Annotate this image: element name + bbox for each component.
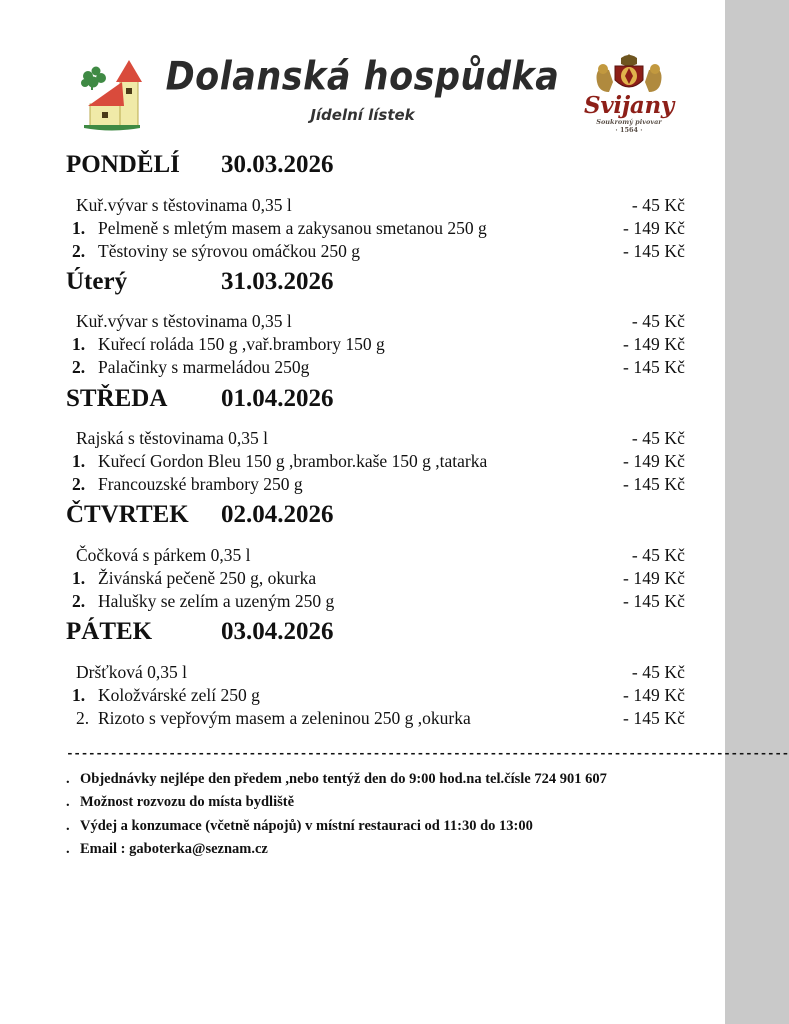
- footer-note-text: Objednávky nejlépe den předem ,nebo tentýž den do 9:00 hod.na tel.čísle 724 901 607: [80, 770, 607, 787]
- day-block: [66, 617, 685, 730]
- day-name: Úterý: [66, 267, 128, 295]
- day-date: 30.03.2026: [221, 151, 334, 178]
- item-price: - 145 Kč: [622, 707, 685, 728]
- item-index: 2.: [76, 707, 90, 728]
- brewery-year: · 1564 ·: [615, 125, 643, 134]
- day-heading: [66, 150, 685, 180]
- item-price: - 149 Kč: [622, 684, 685, 705]
- day-name: STŘEDA: [66, 384, 168, 412]
- soup-row: [72, 427, 685, 450]
- page-header: [0, 0, 725, 150]
- meal-row: [72, 684, 685, 707]
- item-index: 2.: [72, 474, 86, 495]
- day-name: PÁTEK: [66, 618, 153, 646]
- footer-divider: ---------------------------------------------------------------------------------------------------: [66, 745, 789, 761]
- bullet-icon: .: [66, 841, 70, 858]
- item-price: - 149 Kč: [622, 334, 685, 355]
- item-description: Rajská s těstovinama 0,35 l: [76, 428, 268, 449]
- brewery-subtitle: Soukromý pivovar: [596, 118, 662, 126]
- day-heading: [66, 384, 685, 414]
- item-price: - 45 Kč: [631, 544, 685, 565]
- bullet-icon: .: [66, 817, 70, 834]
- day-date: 31.03.2026: [221, 267, 334, 295]
- page-footer: [0, 745, 789, 862]
- item-price: - 145 Kč: [622, 357, 685, 378]
- day-items: [72, 661, 685, 730]
- day-block: [66, 150, 685, 263]
- item-price: - 45 Kč: [631, 428, 685, 449]
- menu-subtitle: Jídelní lístek: [310, 106, 415, 124]
- bullet-icon: .: [66, 794, 70, 811]
- day-block: [66, 384, 685, 497]
- item-price: - 145 Kč: [622, 591, 685, 612]
- soup-row: [72, 310, 685, 333]
- item-description: Živánská pečeně 250 g, okurka: [98, 567, 317, 588]
- item-price: - 149 Kč: [622, 217, 685, 238]
- item-description: Kuřecí Gordon Bleu 150 g ,brambor.kaše 150 g ,tatarka: [98, 451, 488, 472]
- soup-row: [72, 661, 685, 684]
- footer-note: [66, 838, 685, 861]
- day-name: ČTVRTEK: [66, 501, 189, 529]
- day-items: [72, 427, 685, 496]
- meal-row: [72, 707, 685, 730]
- menu-content: [0, 150, 725, 730]
- day-block: [66, 500, 685, 613]
- footer-note-text: Email : gaboterka@seznam.cz: [80, 841, 268, 858]
- item-description: Pelmeně s mletým masem a zakysanou smetanou 250 g: [98, 217, 487, 238]
- days-container: [66, 150, 685, 730]
- meal-row: [72, 590, 685, 613]
- item-index: 1.: [72, 217, 86, 238]
- item-description: Koložvárské zelí 250 g: [98, 684, 260, 705]
- soup-row: [72, 544, 685, 567]
- day-heading: [66, 500, 685, 530]
- meal-row: [72, 450, 685, 473]
- brewery-crest-icon: [575, 52, 683, 96]
- item-price: - 145 Kč: [622, 240, 685, 261]
- item-description: Těstoviny se sýrovou omáčkou 250 g: [98, 240, 360, 261]
- item-description: Kuř.vývar s těstovinama 0,35 l: [76, 194, 292, 215]
- day-block: [66, 267, 685, 380]
- day-items: [72, 310, 685, 379]
- item-index: 1.: [72, 684, 86, 705]
- footer-note: [66, 791, 685, 814]
- footer-note: [66, 768, 685, 791]
- item-index: 2.: [72, 591, 86, 612]
- item-price: - 45 Kč: [631, 661, 685, 682]
- day-heading: [66, 267, 685, 297]
- day-name: PONDĚLÍ: [66, 151, 180, 178]
- item-description: Dršťková 0,35 l: [76, 661, 188, 682]
- meal-row: [72, 473, 685, 496]
- soup-row: [72, 194, 685, 217]
- bullet-icon: .: [66, 770, 70, 787]
- item-description: Kuřecí roláda 150 g ,vař.brambory 150 g: [98, 334, 385, 355]
- item-index: 2.: [72, 357, 86, 378]
- item-price: - 145 Kč: [622, 474, 685, 495]
- item-description: Čočková s párkem 0,35 l: [76, 544, 251, 565]
- day-date: 02.04.2026: [221, 501, 334, 529]
- brewery-name: Svijany: [584, 92, 674, 119]
- meal-row: [72, 333, 685, 356]
- day-items: [72, 194, 685, 263]
- item-price: - 149 Kč: [622, 567, 685, 588]
- item-index: 2.: [72, 240, 86, 261]
- day-items: [72, 544, 685, 613]
- item-description: Rizoto s vepřovým masem a zeleninou 250 g ,okurka: [98, 707, 471, 728]
- day-heading: [66, 617, 685, 647]
- item-index: 1.: [72, 334, 86, 355]
- item-description: Kuř.vývar s těstovinama 0,35 l: [76, 311, 292, 332]
- day-date: 03.04.2026: [221, 618, 334, 646]
- day-date: 01.04.2026: [221, 384, 334, 412]
- footer-notes: [66, 768, 685, 862]
- item-price: - 45 Kč: [631, 194, 685, 215]
- footer-note-text: Výdej a konzumace (včetně nápojů) v místní restauraci od 11:30 do 13:00: [80, 817, 533, 834]
- footer-note: [66, 815, 685, 838]
- item-index: 1.: [72, 567, 86, 588]
- restaurant-title: Dolanská hospůdka: [165, 54, 560, 100]
- meal-row: [72, 567, 685, 590]
- item-description: Francouzské brambory 250 g: [98, 474, 303, 495]
- brewery-logo: [575, 52, 683, 144]
- meal-row: [72, 240, 685, 263]
- item-price: - 149 Kč: [622, 451, 685, 472]
- item-description: Palačinky s marmeládou 250g: [98, 357, 310, 378]
- item-description: Halušky se zelím a uzeným 250 g: [98, 591, 335, 612]
- meal-row: [72, 356, 685, 379]
- item-index: 1.: [72, 451, 86, 472]
- footer-note-text: Možnost rozvozu do místa bydliště: [80, 794, 295, 811]
- item-price: - 45 Kč: [631, 311, 685, 332]
- meal-row: [72, 217, 685, 240]
